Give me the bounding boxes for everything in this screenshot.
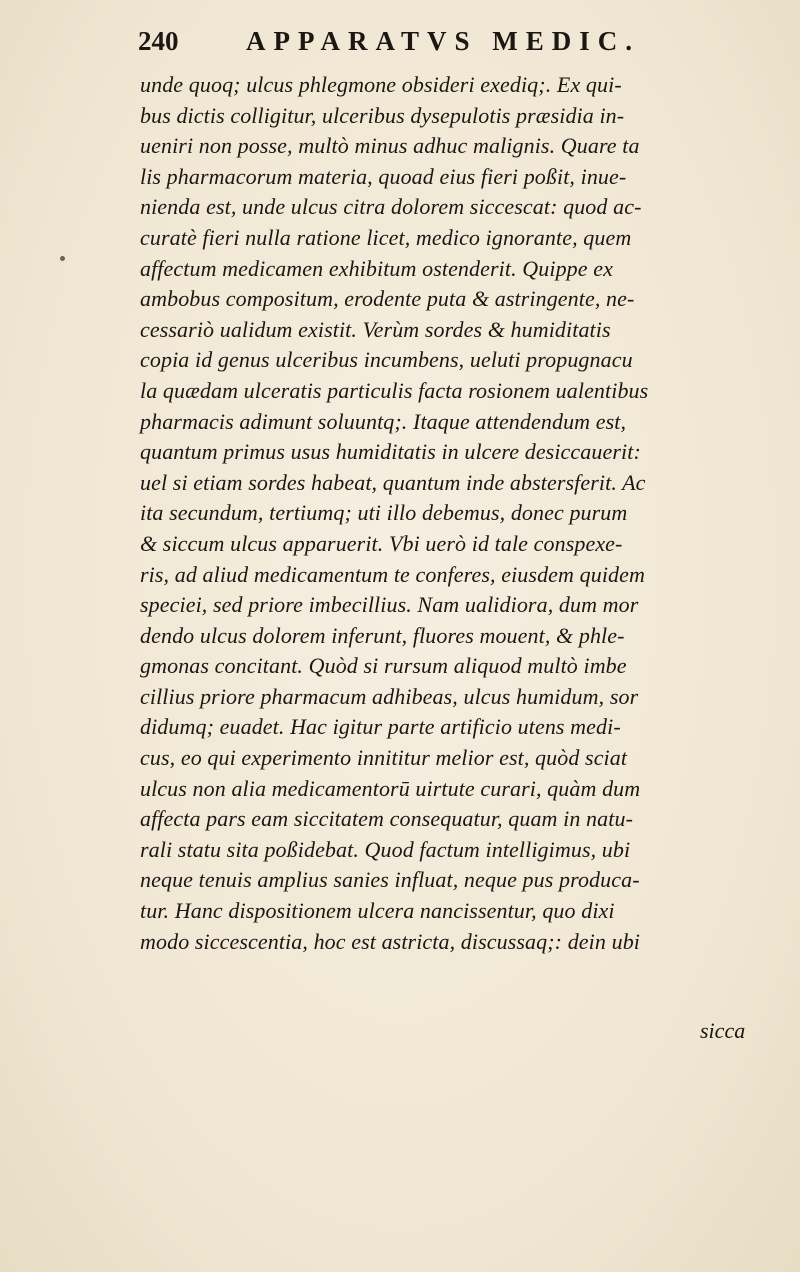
text-line: uel si etiam sordes habeat, quantum inde abstersferit. Ac	[140, 469, 646, 495]
text-line: didumq; euadet. Hac igitur parte artificio utens medi-	[140, 714, 621, 740]
text-line: unde quoq; ulcus phlegmone obsideri exediq;. Ex qui-	[140, 72, 622, 97]
ink-speck	[60, 256, 65, 261]
text-line: affecta pars eam siccitatem consequatur, quam in natu-	[140, 806, 633, 832]
text-line: lis pharmacorum materia, quoad eius fieri poßit, inue-	[140, 163, 627, 189]
text-line: pharmacis adimunt soluuntq;. Itaque attendendum est,	[140, 408, 627, 434]
text-line: affectum medicamen exhibitum ostenderit. Quippe ex	[140, 255, 613, 281]
text-line: copia id genus ulceribus incumbens, ueluti propugnacu	[140, 347, 633, 373]
text-line: ambobus compositum, erodente puta & astringente, ne-	[140, 286, 635, 312]
text-line: ueniri non posse, multò minus adhuc malignis. Quare ta	[140, 133, 640, 159]
body-text	[140, 70, 760, 957]
text-line: gmonas concitant. Quòd si rursum aliquod multò imbe	[140, 653, 627, 679]
text-line: la quædam ulceratis particulis facta rosionem ualentibus	[140, 377, 649, 403]
text-line: tur. Hanc dispositionem ulcera nancissentur, quo dixi	[140, 898, 615, 924]
text-line: cillius priore pharmacum adhibeas, ulcus humidum, sor	[140, 683, 639, 709]
text-line: rali statu sita poßidebat. Quod factum intelligimus, ubi	[140, 836, 631, 862]
text-line: speciei, sed priore imbecillius. Nam ualidiora, dum mor	[140, 592, 639, 618]
text-line: bus dictis colligitur, ulceribus dysepulotis præsidia in-	[140, 102, 625, 128]
page-number: 240	[138, 26, 179, 56]
text-line: cessariò ualidum existit. Verùm sordes & humiditatis	[140, 316, 611, 342]
text-line: ris, ad aliud medicamentum te conferes, eiusdem quidem	[140, 561, 645, 587]
text-line: neque tenuis amplius sanies influat, neque pus produca-	[140, 867, 640, 893]
text-line: nienda est, unde ulcus citra dolorem siccescat: quod ac-	[140, 194, 642, 220]
catchword: sicca	[700, 1018, 746, 1043]
text-line: curatè fieri nulla ratione licet, medico ignorante, quem	[140, 224, 632, 250]
text-line: ita secundum, tertiumq; uti illo debemus, donec purum	[140, 500, 628, 526]
text-line: modo siccescentia, hoc est astricta, discussaq;: dein ubi	[140, 928, 641, 954]
text-line: dendo ulcus dolorem inferunt, fluores mouent, & phle-	[140, 622, 625, 648]
running-title: APPARATVS MEDIC.	[246, 26, 640, 56]
text-line: quantum primus usus humiditatis in ulcere desiccauerit:	[140, 439, 641, 465]
running-head	[138, 26, 698, 66]
text-line: ulcus non alia medicamentorū uirtute curari, quàm dum	[140, 775, 641, 801]
text-line: cus, eo qui experimento innititur melior est, quòd sciat	[140, 745, 628, 771]
text-line: & siccum ulcus apparuerit. Vbi uerò id tale conspexe-	[140, 530, 623, 556]
